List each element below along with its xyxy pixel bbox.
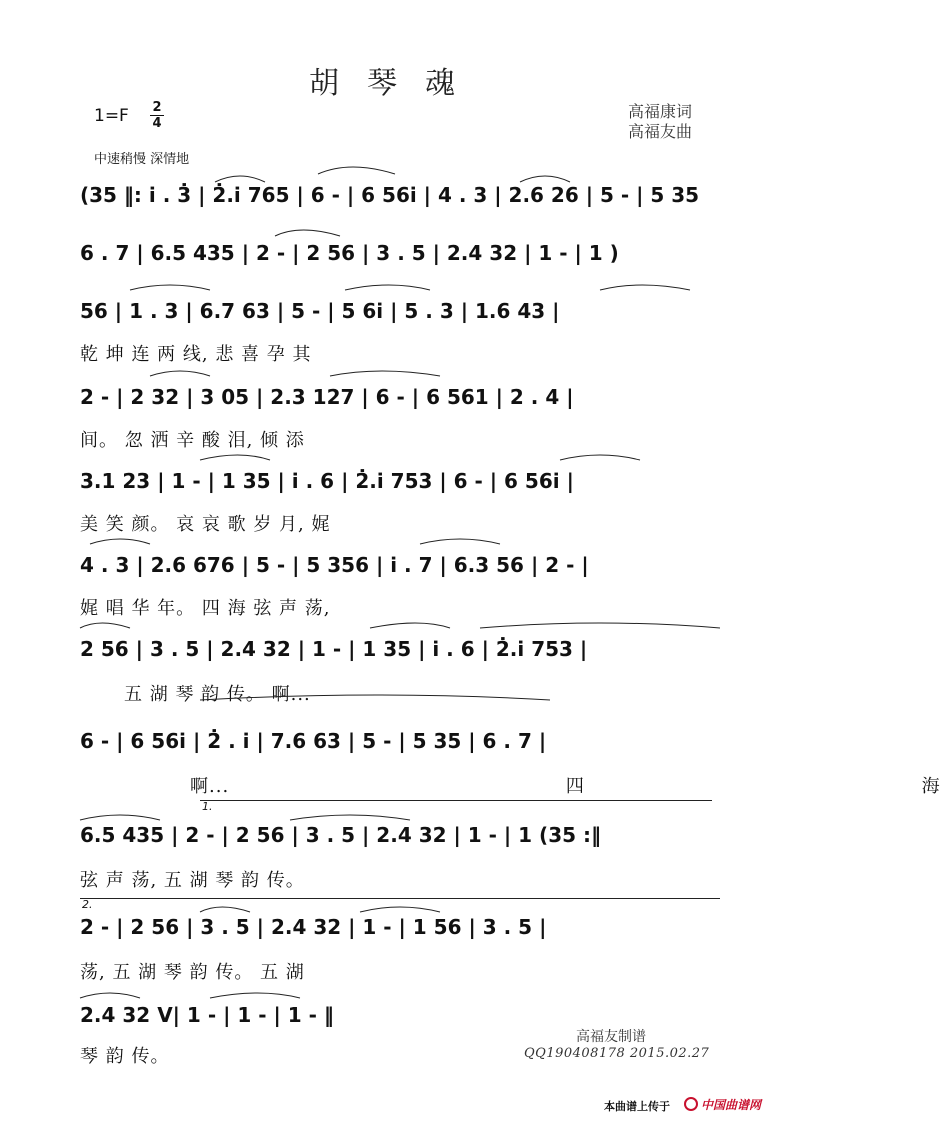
- notation-line: 2 56 | 3 . 5 | 2.4 32 | 1 - | 1 35 | i̇ . 6 | 2̇.i̇ 753 |: [80, 637, 588, 661]
- lyric-line: 间。 忽 洒 辛 酸 泪, 倾 添: [80, 430, 305, 451]
- upload-text: 本曲谱上传于: [604, 1100, 670, 1113]
- lyric-line: 琴 韵 传。: [80, 1046, 170, 1067]
- volta-label-1: 1.: [202, 800, 213, 813]
- score-row: [80, 634, 720, 705]
- time-signature-bottom: 4: [152, 116, 162, 131]
- notation-line: 2 - | 2 56 | 3 . 5 | 2.4 32 | 1 - | 1 56 | 3 . 5 |: [80, 915, 547, 939]
- site-logo-text: 中国曲谱网: [701, 1097, 762, 1112]
- notation-line: 6 - | 6 56i̇ | 2̇ . i̇ | 7.6 63 | 5 - | 5 35 | 6 . 7 |: [80, 729, 547, 753]
- site-logo[interactable]: [684, 1096, 782, 1112]
- tempo-marking: 中速稍慢 深情地: [94, 152, 190, 167]
- notation-line: 6 . 7 | 6.5 435 | 2 - | 2 56 | 3 . 5 | 2.4 32 | 1 - | 1 ): [80, 241, 619, 265]
- score-row: [80, 238, 720, 278]
- key-signature: 1=F: [94, 106, 129, 126]
- lyric-line: 啊... 四 海: [190, 776, 941, 797]
- lyric-line: 五 湖 琴 韵 传。 啊...: [124, 684, 311, 705]
- score-row: [80, 466, 720, 535]
- lyric-line: 美 笑 颜。 哀 哀 歌 岁 月, 娓: [80, 514, 331, 535]
- volta-bracket-2: [80, 898, 720, 899]
- notation-line: 56 | 1 . 3 | 6.7 63 | 5 - | 5 6i̇ | 5 . 3 | 1.6 43 |: [80, 299, 560, 323]
- score-row: [80, 726, 941, 797]
- notation-line: 6.5 435 | 2 - | 2 56 | 3 . 5 | 2.4 32 | 1 - | 1 (35 :‖: [80, 823, 601, 847]
- score-row: [80, 180, 720, 220]
- credits: [628, 102, 692, 142]
- time-signature: [150, 100, 164, 131]
- arranger-credit: 高福友制谱: [576, 1029, 646, 1045]
- notation-line: 4 . 3 | 2.6 676 | 5 - | 5 356 | i̇ . 7 | 6.3 56 | 2 - |: [80, 553, 589, 577]
- notation-line: 2.4 32 V| 1 - | 1 - | 1 - ‖: [80, 1003, 334, 1027]
- volta-label-2: 2.: [82, 898, 93, 911]
- lyric-line: 乾 坤 连 两 线, 悲 喜 孕 其: [80, 344, 312, 365]
- composer: 高福友曲: [628, 122, 693, 141]
- volta-bracket-1: [200, 800, 712, 801]
- score-row: [80, 820, 720, 891]
- page-title: 胡琴魂: [309, 66, 483, 101]
- notation-line: 3.1 23 | 1 - | 1 35 | i̇ . 6 | 2̇.i̇ 753 | 6 - | 6 56i̇ |: [80, 469, 574, 493]
- date-line: QQ190408178 2015.02.27: [524, 1046, 710, 1061]
- lyricist: 高福康词: [628, 102, 693, 121]
- notation-line: (35 ‖: i̇ . 3̇ | 2̇.i̇ 765 | 6 - | 6 56i̇ | 4 . 3 | 2.6 26 | 5 - | 5 35: [80, 183, 700, 207]
- score-row: [80, 912, 720, 983]
- lyric-line: 荡, 五 湖 琴 韵 传。 五 湖: [80, 962, 305, 983]
- site-logo-icon: [684, 1097, 698, 1111]
- score-row: [80, 550, 720, 619]
- lyric-line: 娓 唱 华 年。 四 海 弦 声 荡,: [80, 598, 331, 619]
- lyric-line: 弦 声 荡, 五 湖 琴 韵 传。: [80, 870, 305, 891]
- notation-line: 2 - | 2 32 | 3 05 | 2.3 127 | 6 - | 6 561 | 2 . 4 |: [80, 385, 574, 409]
- score-row: [80, 382, 720, 451]
- time-signature-top: 2: [150, 100, 164, 116]
- score-row: [80, 296, 720, 365]
